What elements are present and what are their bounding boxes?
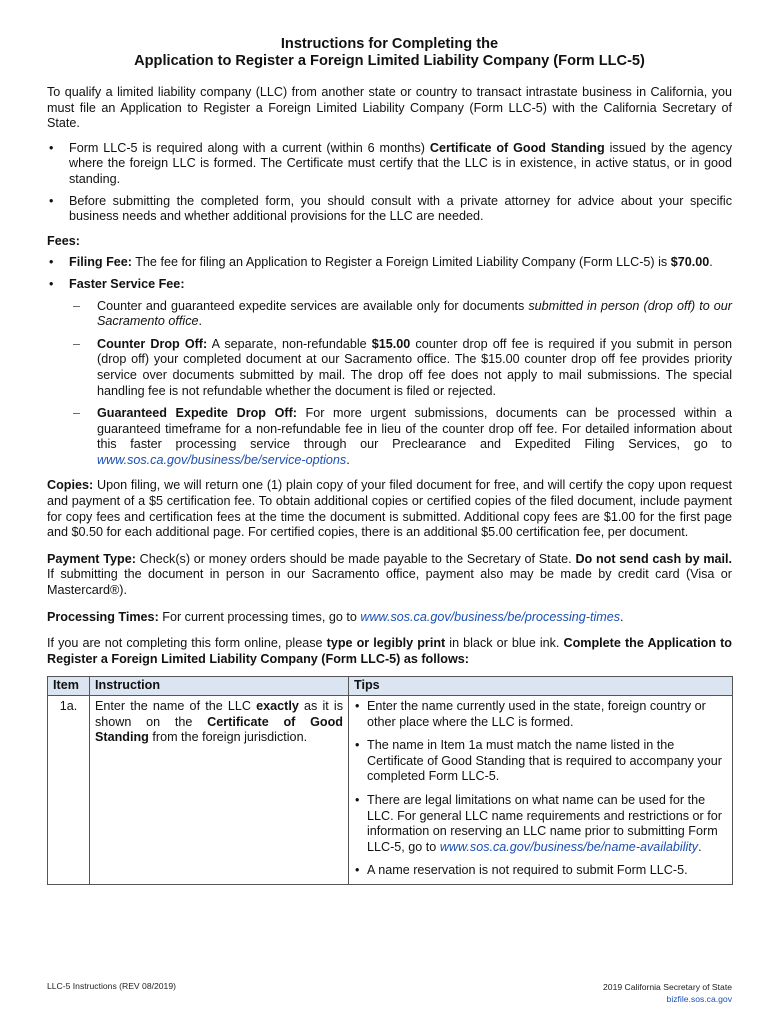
filing-fee-amount: $70.00 xyxy=(670,255,710,270)
instr-pre: If you are not completing this form online, please xyxy=(47,636,327,651)
tip-item xyxy=(354,793,727,855)
sub-item-counter-drop-off xyxy=(69,337,732,399)
header-instruction: Instruction xyxy=(90,677,349,696)
payment-label: Payment Type: xyxy=(47,551,136,566)
filing-fee-end: . xyxy=(709,255,713,270)
row-instr-pre: Enter the name of the LLC xyxy=(95,699,257,713)
sub1-end: . xyxy=(198,314,203,329)
tip-item: • The name in Item 1a must match the name listed in the Certificate of Good Standing that is required to accompany your completed Form LLC-5. xyxy=(354,738,727,785)
copies-paragraph xyxy=(47,478,732,540)
row-instruction xyxy=(90,696,349,885)
row-instr-mid: as it is shown on the xyxy=(95,699,343,729)
instructions-paragraph xyxy=(47,636,732,667)
processing-pre: For current processing times, go to xyxy=(158,609,361,624)
header-item: Item xyxy=(48,677,90,696)
tip-item: • Enter the name currently used in the state, foreign country or other place where the LLC is formed. xyxy=(354,699,727,730)
row-instr-bold-2: Certificate of Good Standing xyxy=(95,714,343,745)
faster-service-item xyxy=(47,277,732,469)
sub1-pre: Counter and guaranteed expedite services are available only for documents xyxy=(97,298,529,313)
payment-paragraph xyxy=(47,552,732,599)
b1-bold: Certificate of Good Standing xyxy=(429,140,605,155)
instructions-table xyxy=(47,676,733,885)
faster-service-label: Faster Service Fee: xyxy=(69,276,185,291)
sub2-amount: $15.00 xyxy=(371,336,411,351)
sub3-end: . xyxy=(346,452,350,467)
fees-heading: Fees: xyxy=(47,233,80,248)
tip3-pre: There are legal limitations on what name can be used for the LLC. For general LLC name requirements and restrictions or for information on reserving an LLC name prior to submitting Form LLC-5, go to xyxy=(367,792,722,854)
sub-item-expedite xyxy=(69,406,732,468)
row-instr-bold-1: exactly xyxy=(256,699,299,713)
instr-bold-1: type or legibly print xyxy=(326,636,446,651)
row-tips xyxy=(349,696,733,885)
sub2-label: Counter Drop Off: xyxy=(97,336,208,351)
processing-label: Processing Times: xyxy=(47,609,159,624)
name-availability-link[interactable]: www.sos.ca.gov/business/be/name-availability xyxy=(439,839,699,854)
processing-end: . xyxy=(620,609,624,624)
table-row xyxy=(48,696,733,885)
requirement-item xyxy=(47,141,732,188)
processing-times-link[interactable]: www.sos.ca.gov/business/be/processing-times xyxy=(360,609,621,624)
tips-list xyxy=(354,699,727,879)
processing-paragraph xyxy=(47,610,732,626)
b1-post: issued by the agency where the foreign LLC is formed. The Certificate must certify that the LLC is in existence, in active status, or in good standing. xyxy=(69,140,733,186)
tip3-end: . xyxy=(698,839,702,854)
row-item: 1a. xyxy=(48,696,90,885)
table-header-row xyxy=(48,677,733,696)
filing-fee-item xyxy=(47,255,732,271)
filing-fee-label: Filing Fee: xyxy=(69,255,132,270)
requirement-item: • Before submitting the completed form, you should consult with a private attorney for advice about your specific business needs and whether additional provisions for the LLC are needed. xyxy=(47,194,732,225)
title-line-1: Instructions for Completing the xyxy=(280,36,499,52)
document-page xyxy=(47,36,732,885)
tip-item: • A name reservation is not required to submit Form LLC-5. xyxy=(354,863,727,879)
copies-label: Copies: xyxy=(47,478,94,493)
footer-copyright: 2019 California Secretary of State xyxy=(603,982,732,992)
requirements-list xyxy=(47,141,732,225)
sub3-label: Guaranteed Expedite Drop Off: xyxy=(97,406,297,421)
sub-item-availability xyxy=(69,299,732,330)
filing-fee-text: The fee for filing an Application to Register a Foreign Limited Liability Company (Form LLC-5) is xyxy=(131,255,671,270)
intro-paragraph: To qualify a limited liability company (LLC) from another state or country to transact intrastate business in California, you must file an Application to Register a Foreign Limited Liability Company (Form LLC-5) with the California Secretary of State. xyxy=(47,85,732,131)
footer-form-revision: LLC-5 Instructions (REV 08/2019) xyxy=(47,981,176,991)
payment-bold: Do not send cash by mail. xyxy=(575,551,733,566)
sub2-post: counter drop off fee is required if you submit in person (drop off) your completed document at our Sacramento office. The $15.00 counter drop off fee provides priority service over documents submitted by mail. The drop off fee does not apply to mail submissions. The special handling fee is not refundable whether the document is filed or rejected. xyxy=(97,336,732,398)
faster-service-sublist xyxy=(69,299,732,469)
instr-bold-2: Complete the Application to Register a Foreign Limited Liability Company (Form LLC-5) as follows: xyxy=(47,636,732,666)
payment-post: If submitting the document in person in our Sacramento office, payment also may be made by credit card (Visa or Mastercard®). xyxy=(47,567,732,598)
sub2-pre: A separate, non-refundable xyxy=(207,336,372,351)
sub1-italic: submitted in person (drop off) to our Sacramento office xyxy=(97,298,733,329)
row-instr-post: from the foreign jurisdiction. xyxy=(148,730,308,745)
payment-pre: Check(s) or money orders should be made payable to the Secretary of State. xyxy=(135,551,576,566)
title-line-2: Application to Register a Foreign Limited Liability Company (Form LLC-5) xyxy=(134,53,645,69)
copies-text: Upon filing, we will return one (1) plain copy of your filed document for free, and will certify the copy upon request and payment of a $5 certification fee. To obtain additional copies or certified copies of the filed document, include payment for copy fees and certification fees at the time the document is submitted. Additional copy fees are $1.00 for the first page and $0.50 for each additional page. For certified copies, there is an additional $5.00 certification fee, per document. xyxy=(47,478,732,540)
footer-right xyxy=(603,981,732,1005)
fees-list xyxy=(47,255,732,468)
header-tips: Tips xyxy=(349,677,733,696)
b1-pre: Form LLC-5 is required along with a current (within 6 months) xyxy=(69,140,430,155)
instr-mid: in black or blue ink. xyxy=(445,636,564,651)
footer-site-link[interactable]: bizfile.sos.ca.gov xyxy=(666,994,732,1004)
page-title xyxy=(47,36,732,70)
service-options-link[interactable]: www.sos.ca.gov/business/be/service-options xyxy=(97,452,347,467)
sub3-text: For more urgent submissions, documents can be processed within a guaranteed timeframe for a non-refundable fee in lieu of the counter drop off fee. For detailed information about this faster processing service through our Preclearance and Expedited Filing Services, go to xyxy=(97,406,733,452)
